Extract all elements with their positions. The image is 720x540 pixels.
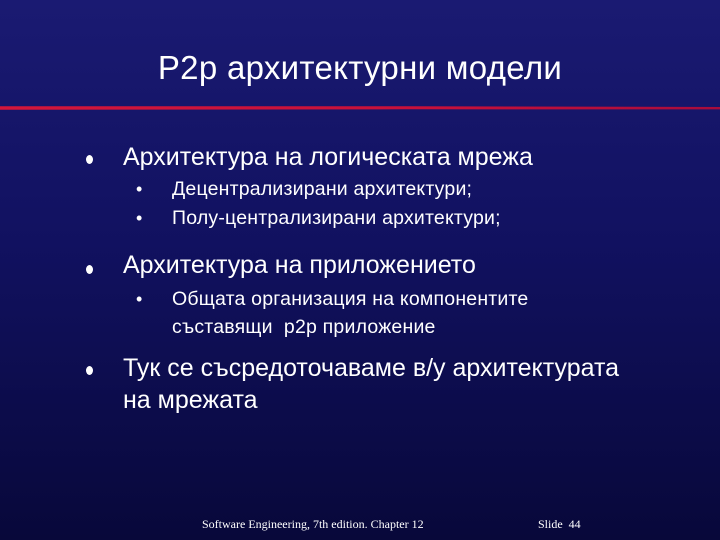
title-underline <box>0 103 720 113</box>
bullet-text-continued: на мрежата <box>123 386 258 414</box>
bullet-dot-icon <box>86 366 93 375</box>
sub-bullet-dot-icon: • <box>136 208 143 228</box>
footer-source: Software Engineering, 7th edition. Chapter 12 <box>202 517 424 531</box>
bullet-text: Тук се съсредоточаваме в/у архитектурата <box>123 354 620 382</box>
sub-bullet-text: Полу-централизирани архитектури; <box>172 207 501 229</box>
bullet-dot-icon <box>86 265 93 274</box>
slide-title: P2p архитектурни модели <box>157 49 563 86</box>
footer-slide-number: Slide 44 <box>538 517 581 531</box>
sub-bullet-dot-icon: • <box>136 179 143 199</box>
sub-bullet-dot-icon: • <box>136 289 143 309</box>
sub-bullet-text-continued: съставящи p2p приложение <box>172 316 436 338</box>
sub-bullet-text: Децентрализирани архитектури; <box>172 178 473 200</box>
sub-bullet-text: Общата организация на компонентите <box>172 288 529 310</box>
bullet-text: Архитектура на логическата мрежа <box>123 143 533 171</box>
bullet-text: Архитектура на приложението <box>123 251 476 279</box>
bullet-dot-icon <box>86 155 93 164</box>
